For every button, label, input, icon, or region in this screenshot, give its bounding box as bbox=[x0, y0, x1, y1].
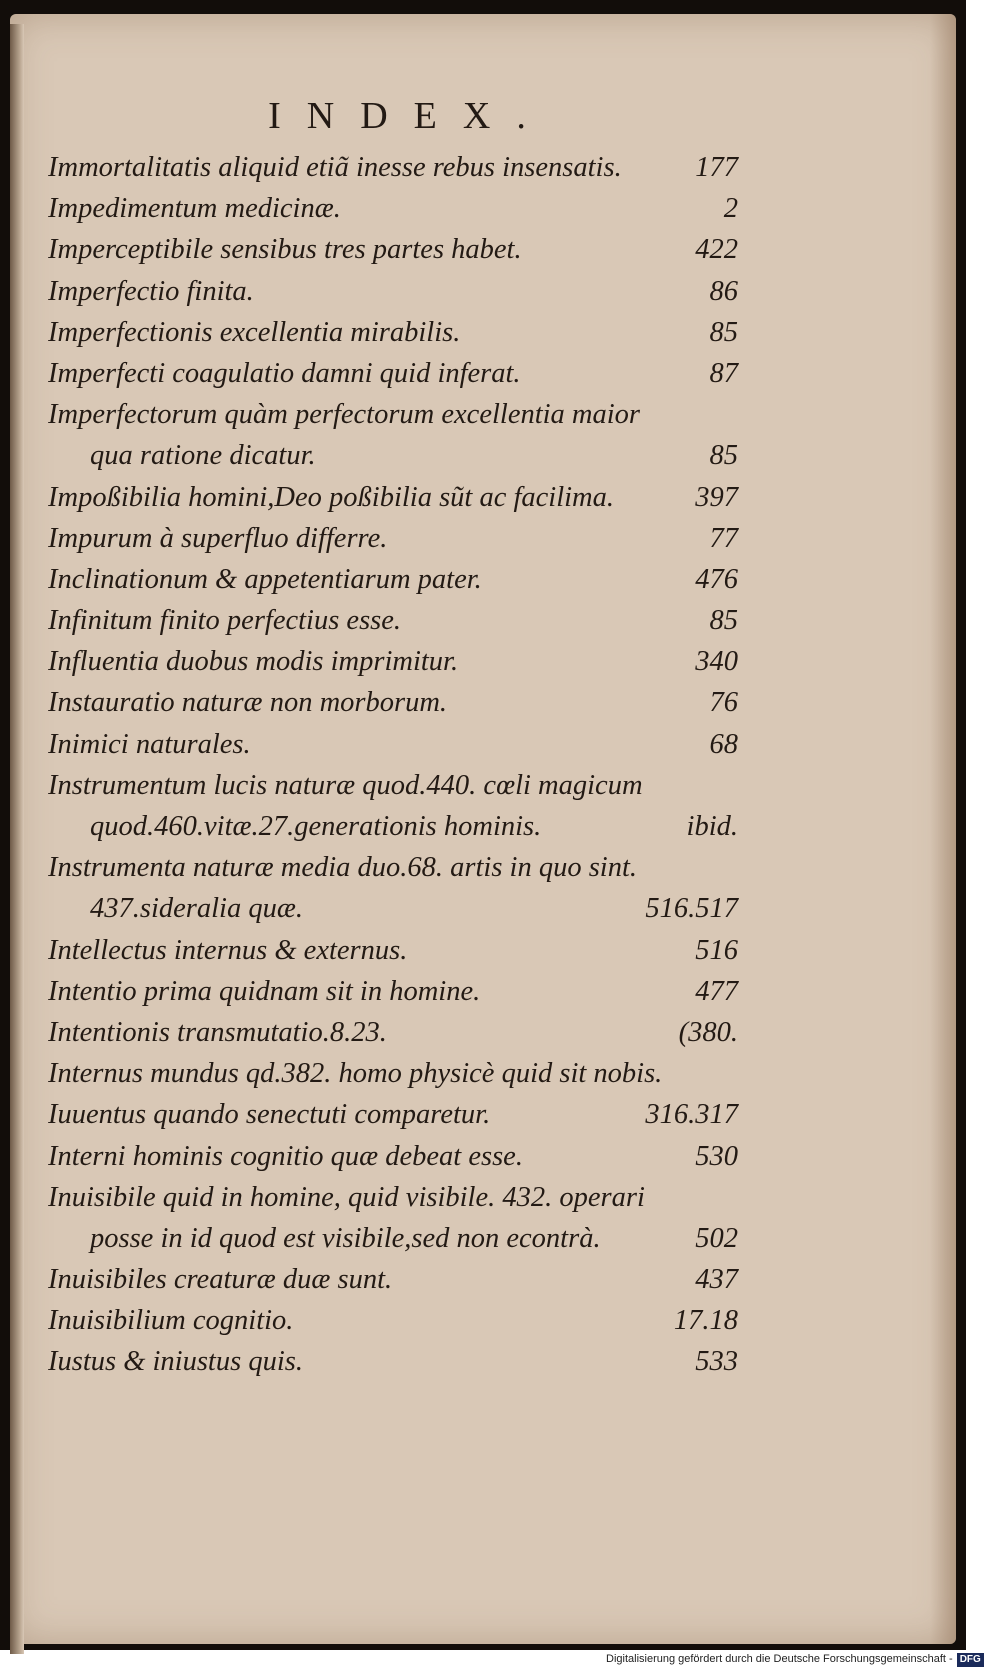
index-entry-page: 397 bbox=[695, 481, 738, 513]
index-entry-term: Impedimentum medicinæ. bbox=[48, 193, 341, 225]
index-entry-term: posse in id quod est visibile,sed non econtrà. bbox=[90, 1222, 601, 1254]
index-entry bbox=[48, 358, 738, 399]
index-entry-page: 2 bbox=[723, 193, 738, 225]
index-entry-term: Instrumentum lucis naturæ quod.440. cœli magicum bbox=[48, 769, 643, 801]
index-entry-term: Infinitum finito perfectius esse. bbox=[48, 605, 402, 637]
index-entry bbox=[48, 893, 738, 934]
index-entry bbox=[48, 811, 738, 852]
index-entry-page: 85 bbox=[709, 605, 738, 637]
index-entry bbox=[48, 1223, 738, 1264]
index-entry-page: 516.517 bbox=[645, 893, 738, 925]
index-entries bbox=[48, 152, 738, 1388]
index-entry-page: 476 bbox=[695, 563, 738, 595]
index-entry-term: Immortalitatis aliquid etiã inesse rebus insensatis. bbox=[48, 152, 622, 183]
index-entry-term: Imperceptibile sensibus tres partes habet. bbox=[48, 234, 522, 266]
index-entry bbox=[48, 1182, 738, 1223]
index-entry bbox=[48, 1099, 738, 1140]
index-entry bbox=[48, 440, 738, 481]
index-entry-term: Imperfectionis excellentia mirabilis. bbox=[48, 316, 461, 348]
index-entry-term: Inclinationum & appetentiarum pater. bbox=[48, 563, 482, 595]
index-entry bbox=[48, 1058, 738, 1099]
index-entry-page: 85 bbox=[709, 440, 738, 472]
index-entry bbox=[48, 317, 738, 358]
index-entry-page: 530 bbox=[695, 1140, 738, 1172]
index-entry bbox=[48, 935, 738, 976]
index-entry bbox=[48, 399, 738, 440]
index-entry bbox=[48, 234, 738, 275]
index-entry-term: Instrumenta naturæ media duo.68. artis in quo sint. bbox=[48, 852, 638, 884]
index-entry bbox=[48, 523, 738, 564]
index-entry bbox=[48, 152, 738, 193]
book-page bbox=[10, 14, 956, 1644]
index-entry-term: quod.460.vitæ.27.generationis hominis. bbox=[90, 811, 542, 842]
index-entry bbox=[48, 1141, 738, 1182]
index-entry bbox=[48, 276, 738, 317]
index-entry-term: 437.sideralia quæ. bbox=[90, 893, 303, 925]
page-title: INDEX. bbox=[268, 95, 552, 137]
index-entry-term: Internus mundus qd.382. homo physicè quid sit nobis. bbox=[48, 1058, 663, 1090]
index-entry-term: Intellectus internus & externus. bbox=[48, 934, 408, 966]
index-entry-term: Intentionis transmutatio.8.23. bbox=[48, 1016, 387, 1048]
index-entry-term: Impoßibilia homini,Deo poßibilia sũt ac facilima. bbox=[48, 481, 615, 513]
index-entry bbox=[48, 646, 738, 687]
index-entry-term: Imperfectorum quàm perfectorum excellentia maior bbox=[48, 399, 641, 431]
index-entry bbox=[48, 605, 738, 646]
index-entry bbox=[48, 976, 738, 1017]
index-entry bbox=[48, 1305, 738, 1346]
index-entry-page: 316.317 bbox=[645, 1099, 738, 1131]
index-entry-term: Iuuentus quando senectuti comparetur. bbox=[48, 1099, 491, 1131]
credit-text: Digitalisierung gefördert durch die Deutsche Forschungsgemeinschaft - bbox=[606, 1653, 953, 1665]
index-entry-page: 437 bbox=[695, 1264, 738, 1296]
index-entry-page: 86 bbox=[709, 275, 738, 307]
digitization-credit bbox=[606, 1650, 1000, 1669]
index-entry-page: 502 bbox=[695, 1222, 738, 1254]
index-entry-term: qua ratione dicatur. bbox=[90, 440, 316, 472]
index-entry bbox=[48, 1264, 738, 1305]
index-entry bbox=[48, 687, 738, 728]
index-entry-term: Imperfectio finita. bbox=[48, 275, 254, 307]
index-entry-term: Impurum à superfluo differre. bbox=[48, 522, 388, 554]
index-entry bbox=[48, 770, 738, 811]
index-entry-page: 516 bbox=[695, 934, 738, 966]
index-entry bbox=[48, 729, 738, 770]
index-entry-term: Inimici naturales. bbox=[48, 728, 251, 760]
index-entry-page: 533 bbox=[695, 1346, 738, 1378]
index-entry-page: 87 bbox=[709, 357, 738, 389]
index-entry bbox=[48, 193, 738, 234]
index-entry-page: ibid. bbox=[686, 811, 738, 842]
index-entry-term: Interni hominis cognitio quæ debeat esse. bbox=[48, 1140, 523, 1172]
index-entry bbox=[48, 1017, 738, 1058]
index-entry-term: Instauratio naturæ non morborum. bbox=[48, 687, 448, 719]
index-entry bbox=[48, 852, 738, 893]
index-entry bbox=[48, 482, 738, 523]
index-entry bbox=[48, 1346, 738, 1387]
index-entry bbox=[48, 564, 738, 605]
index-entry-page: 77 bbox=[709, 522, 738, 554]
index-entry-page: 76 bbox=[709, 687, 738, 719]
index-entry-term: Imperfecti coagulatio damni quid inferat. bbox=[48, 357, 521, 389]
index-entry-page: 177 bbox=[695, 152, 738, 183]
index-entry-page: 68 bbox=[709, 728, 738, 760]
index-entry-page: 17.18 bbox=[673, 1305, 738, 1337]
index-entry-term: Intentio prima quidnam sit in homine. bbox=[48, 975, 481, 1007]
index-entry-page: 422 bbox=[695, 234, 738, 266]
index-entry-page: (380. bbox=[678, 1016, 738, 1048]
page-binding-edge bbox=[10, 24, 24, 1654]
dfg-logo: DFG bbox=[957, 1653, 984, 1667]
index-entry-term: Inuisibile quid in homine, quid visibile. 432. operari bbox=[48, 1181, 645, 1213]
index-entry-term: Inuisibilium cognitio. bbox=[48, 1305, 294, 1337]
index-entry-term: Influentia duobus modis imprimitur. bbox=[48, 646, 459, 678]
index-entry-page: 340 bbox=[695, 646, 738, 678]
index-entry-term: Iustus & iniustus quis. bbox=[48, 1346, 303, 1378]
index-entry-term: Inuisibiles creaturæ duæ sunt. bbox=[48, 1264, 393, 1296]
page-edge-shadow bbox=[930, 14, 956, 1644]
index-entry-page: 477 bbox=[695, 975, 738, 1007]
index-entry-page: 85 bbox=[709, 316, 738, 348]
